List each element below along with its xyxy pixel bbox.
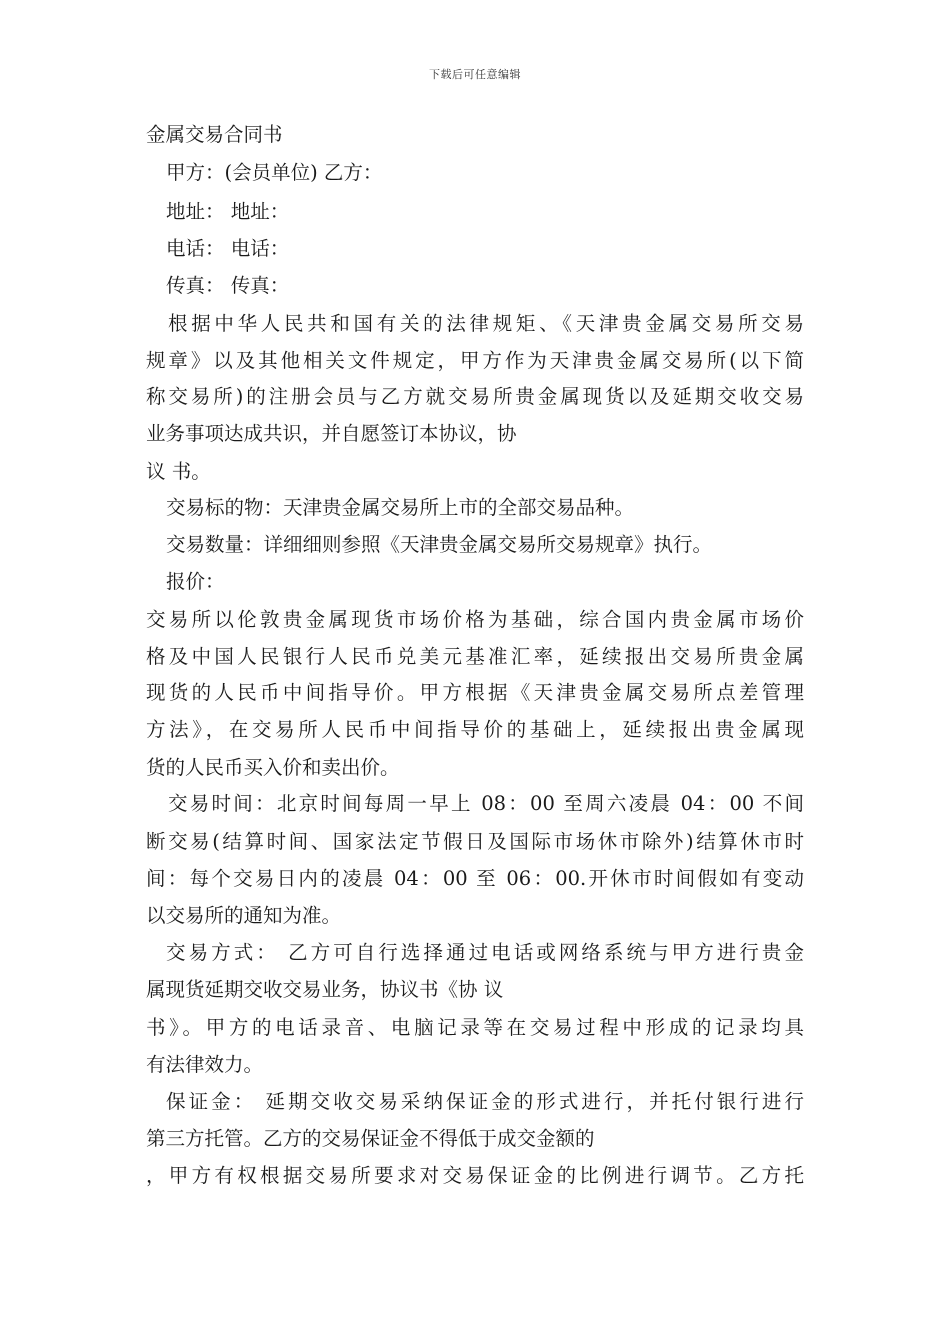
phone-line: 电话： 电话：: [166, 237, 290, 260]
quote-line: 货的人民币买入价和卖出价。: [146, 756, 400, 779]
quantity-line: 交易数量：详细细则参照《天津贵金属交易所交易规章》执行。: [166, 533, 713, 556]
quote-line: 格及中国人民银行人民币兑美元基准汇率，延续报出交易所贵金属: [146, 645, 804, 668]
para1-line: 议 书。: [146, 460, 211, 483]
method-line: 交易方式： 乙方可自行选择通过电话或网络系统与甲方进行贵金: [166, 941, 804, 964]
time-line: 断交易(结算时间、国家法定节假日及国际市场休市除外)结算休市时: [146, 830, 804, 853]
quote-line: 现货的人民币中间指导价。甲方根据《天津贵金属交易所点差管理: [146, 681, 804, 704]
fax-line: 传真： 传真：: [166, 274, 290, 297]
method-line: 属现货延期交收交易业务，协议书《协 议: [146, 978, 504, 1001]
quote-line: 交易所以伦敦贵金属现货市场价格为基础，综合国内贵金属市场价: [146, 608, 804, 631]
margin-line: 第三方托管。乙方的交易保证金不得低于成交金额的: [146, 1127, 595, 1150]
method-line: 书》。甲方的电话录音、电脑记录等在交易过程中形成的记录均具: [146, 1016, 804, 1039]
para1-line: 规章》以及其他相关文件规定，甲方作为天津贵金属交易所(以下简: [146, 349, 804, 372]
quote-label: 报价：: [166, 570, 225, 593]
time-line: 间：每个交易日内的凌晨 04：00 至 06：00.开休市时间假如有变动: [146, 867, 804, 890]
subject-line: 交易标的物：天津贵金属交易所上市的全部交易品种。: [166, 496, 635, 519]
address-line: 地址： 地址：: [166, 200, 290, 223]
para1-line: 称交易所)的注册会员与乙方就交易所贵金属现货以及延期交收交易: [146, 385, 804, 408]
time-line: 以交易所的通知为准。: [146, 904, 342, 927]
para1-line: 业务事项达成共识，并自愿签订本协议，协: [146, 422, 517, 445]
time-line: 交易时间：北京时间每周一早上 08：00 至周六凌晨 04：00 不间: [168, 792, 804, 815]
party-line: 甲方：(会员单位) 乙方：: [166, 161, 383, 184]
para1-line: 根据中华人民共和国有关的法律规矩、《天津贵金属交易所交易: [168, 312, 804, 335]
document-title: 金属交易合同书: [146, 123, 283, 146]
margin-line: 保证金： 延期交收交易采纳保证金的形式进行，并托付银行进行: [166, 1090, 804, 1113]
margin-line: ，甲方有权根据交易所要求对交易保证金的比例进行调节。乙方托: [146, 1164, 804, 1187]
quote-line: 方法》，在交易所人民币中间指导价的基础上，延续报出贵金属现: [146, 718, 804, 741]
header-note: 下载后可任意编辑: [429, 68, 521, 81]
method-line: 有法律效力。: [146, 1053, 264, 1076]
